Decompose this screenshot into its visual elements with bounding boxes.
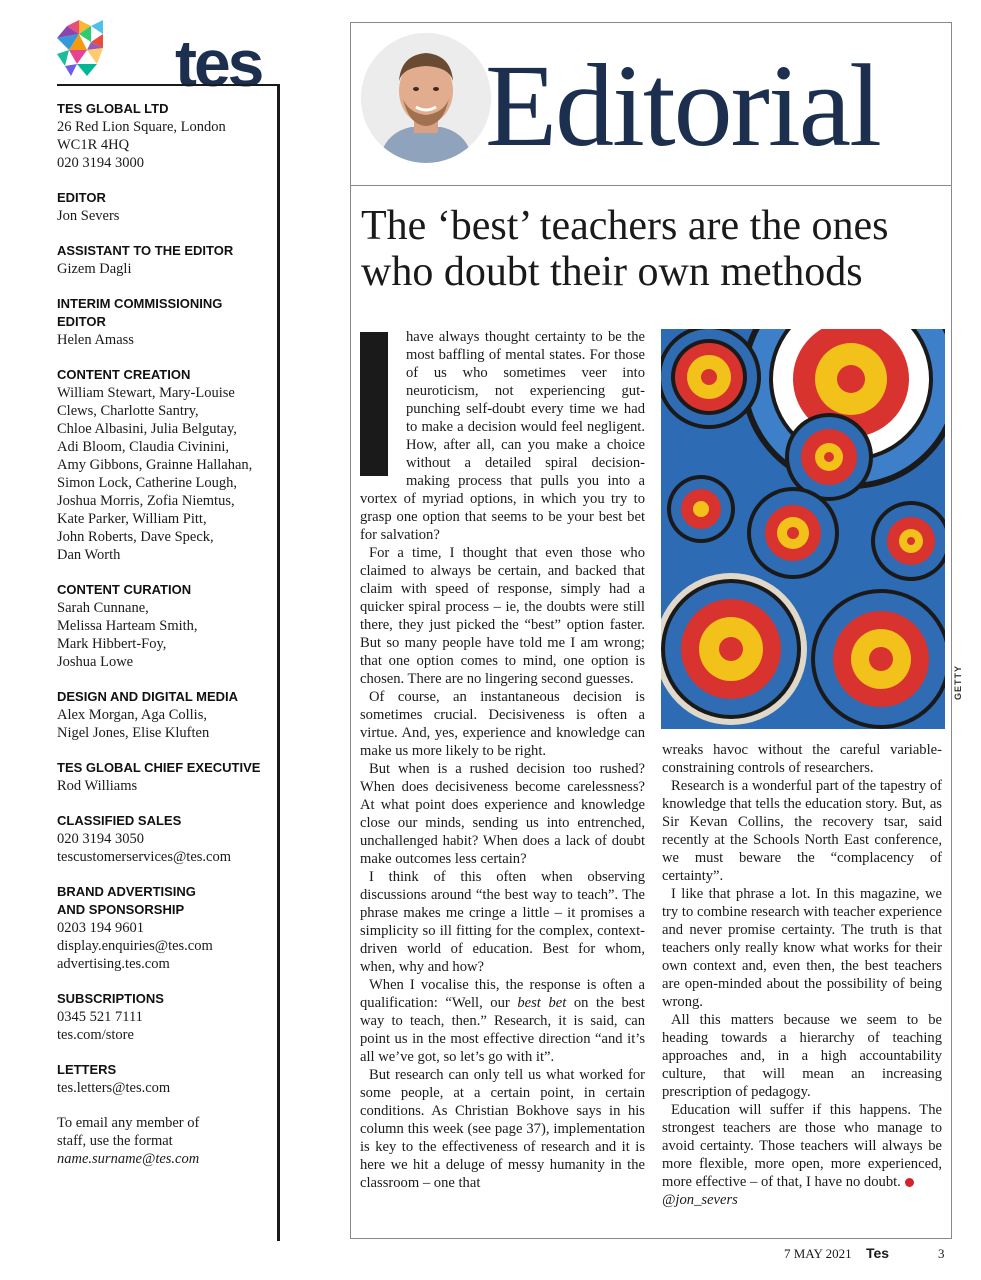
masthead-editor: EDITOR Jon Severs: [57, 190, 120, 224]
paragraph-7: But research can only tell us what worked for some people, at a certain point, in certain conditions. As Christian Bokhove says in his column this week (see page 37), implementation is key to the effectiveness of research and it is here we hit a deluge of messy humanity in the classroom – one that: [360, 1067, 645, 1191]
masthead-sidebar: [57, 84, 280, 1241]
article-column-2: [662, 741, 942, 1209]
paragraph-6: When I vocalise this, the response is often a qualification: “Well, our best bet on the best way to teach, then.” Research, it is said, can point us in the most effective direction “and it’s all we’ve got, so let’s go with it”.: [360, 977, 645, 1065]
masthead-company: TES GLOBAL LTD 26 Red Lion Square, London WC1R 4HQ 020 3194 3000: [57, 101, 226, 171]
tes-logo: [57, 20, 262, 100]
masthead-classified: CLASSIFIED SALES 020 3194 3050 tescustomerservices@tes.com: [57, 813, 232, 865]
paragraph-9: Research is a wonderful part of the tapestry of knowledge that tells the education story. But, as Sir Kevan Collins, the recovery tsar, said recently at the Schools North East conference, we must beware the “complacency of certainty”.: [662, 778, 942, 884]
tes-logo-wordmark: tes: [175, 26, 262, 100]
author-signoff: @jon_severs: [662, 1192, 738, 1208]
article-illustration: [661, 329, 945, 729]
masthead-chief-executive: TES GLOBAL CHIEF EXECUTIVE Rod Williams: [57, 760, 261, 794]
masthead-letters: LETTERS tes.letters@tes.com: [57, 1062, 171, 1096]
footer-brand: Tes: [866, 1245, 890, 1261]
article-column-1: [360, 328, 645, 1192]
archery-targets-image-icon: [661, 329, 945, 729]
paragraph-5: I think of this often when observing discussions around “the best way to teach”. The phrase makes me cringe a little – it promises a simplicity so ill fitting for the complex, context-driven world of education. Best for whom, when, why and how?: [360, 869, 645, 975]
page-number: 3: [938, 1246, 945, 1261]
author-photo: [361, 33, 491, 163]
masthead-brand-advertising: BRAND ADVERTISING AND SPONSORSHIP 0203 194 9601 display.enquiries@tes.com advertising.tes.com: [57, 884, 213, 972]
editorial-header: [351, 23, 951, 186]
masthead-design: DESIGN AND DIGITAL MEDIA Alex Morgan, Aga Collis, Nigel Jones, Elise Kluften: [57, 689, 239, 741]
paragraph-8: wreaks havoc without the careful variable-constraining controls of researchers.: [662, 742, 942, 776]
paragraph-1: have always thought certainty to be the most baffling of mental states. For those of us who sometimes veer into neuroticism, not experiencing gut-punching self-doubt every time we had to make a decision would feel negligent. How, after all, can you make a choice without a detailed spiral decision-making process that pulls you into a vortex of myriad options, in which you try to grasp one option that seems to be your best bet for salvation?: [360, 329, 645, 543]
editorial-frame: [350, 22, 952, 1239]
photo-credit: GETTY: [953, 664, 963, 700]
paragraph-10: I like that phrase a lot. In this magazine, we try to combine research with teacher experience and never promise certainty. The truth is that teachers only really know what works for their own context and, even then, the best teachers are open-minded about the possibility of being wrong.: [662, 886, 942, 1010]
section-title: Editorial: [485, 40, 880, 171]
masthead-assistant: ASSISTANT TO THE EDITOR Gizem Dagli: [57, 243, 234, 277]
paragraph-4: But when is a rushed decision too rushed? When does decisiveness become carelessness? At what point does experience and knowledge close our minds, sending us into entrenched, unchallenged habit? When does a lack of doubt make outcomes less certain?: [360, 761, 645, 867]
footer-date: 7 MAY 2021: [784, 1246, 852, 1261]
paragraph-3: Of course, an instantaneous decision is sometimes crucial. Decisiveness is often a virtue. And, yes, experience and knowledge can make us more likely to be right.: [360, 689, 645, 759]
author-portrait-icon: [361, 33, 491, 163]
masthead-subscriptions: SUBSCRIPTIONS 0345 521 7111 tes.com/store: [57, 991, 164, 1043]
masthead-content-curation: CONTENT CURATION Sarah Cunnane, Melissa Harteam Smith, Mark Hibbert-Foy, Joshua Lowe: [57, 582, 198, 670]
masthead-email-note: To email any member of staff, use the format name.surname@tes.com: [57, 1115, 200, 1167]
article-headline: The ‘best’ teachers are the ones who doubt their own methods: [361, 203, 889, 295]
masthead-content-creation: CONTENT CREATION William Stewart, Mary-Louise Clews, Charlotte Santry, Chloe Albasini, Julia Belgutay, Adi Bloom, Claudia Civinini, Amy Gibbons, Grainne Hallahan, Simon Lock, Catherine Lough, Joshua Morris, Zofia Niemtus, Kate Parker, William Pitt, John Roberts, Dave Speck, Dan Worth: [57, 367, 253, 563]
paragraph-2: For a time, I thought that even those who claimed to always be certain, and backed that claim with speed of response, simply had a quicker spiral process – ie, the doubts were still there, they just picked the “best” option faster. But so many people have told me I am wrong; that one option comes to mind, one option is chosen. There are no lingering second guesses.: [360, 545, 645, 687]
paragraph-11: All this matters because we seem to be heading towards a hierarchy of teaching approaches and, in a high accountability culture, that will mean an increasing prescription of pedagogy.: [662, 1012, 942, 1100]
paragraph-12: Education will suffer if this happens. The strongest teachers are those who manage to avoid certainty. Those teachers will always be more flexible, more open, more experienced, more effective – of that, I have no doubt.: [662, 1102, 942, 1190]
drop-cap-block: [360, 332, 388, 476]
tes-logo-mark-icon: [57, 20, 117, 78]
masthead-interim-editor: INTERIM COMMISSIONING EDITOR Helen Amass: [57, 296, 223, 348]
end-mark-icon: [905, 1178, 914, 1187]
